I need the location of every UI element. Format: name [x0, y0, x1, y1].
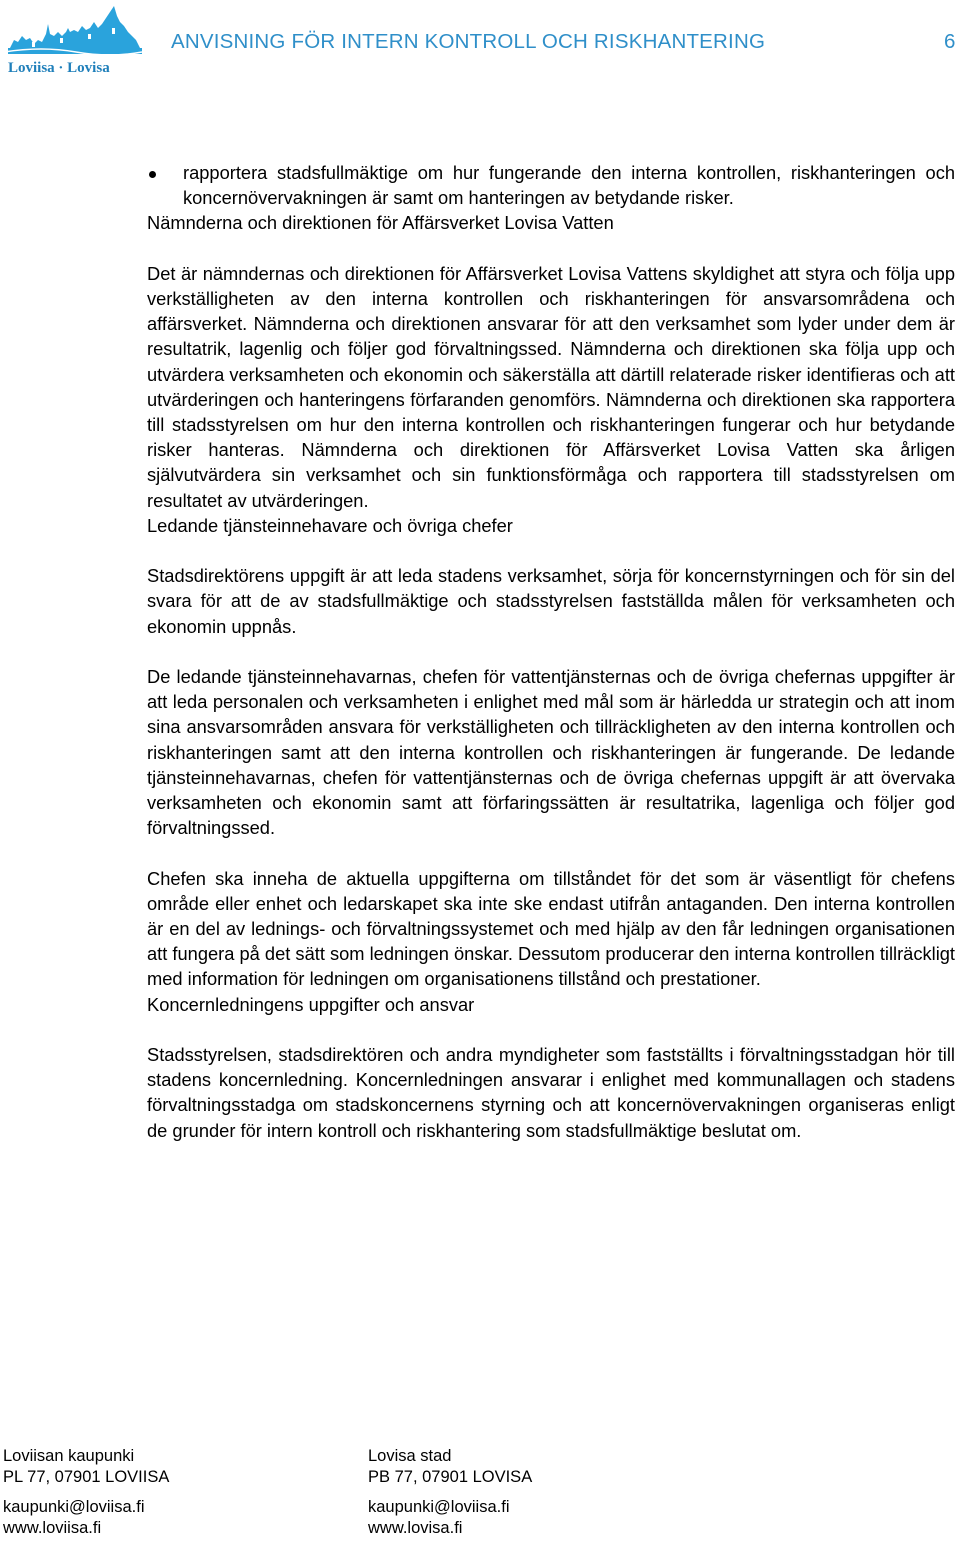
document-title: ANVISNING FÖR INTERN KONTROLL OCH RISKHANTERING	[171, 30, 766, 53]
paragraph: Chefen ska inneha de aktuella uppgifterna om tillståndet för det som är väsentligt för chefens område eller enhet och ledarskapet ska inte ske endast utifrån antaganden. Den interna kontrollen är en del av lednings- och förvaltningssystemet och med hjälp av den får ledningen organisationen att fungera på det sätt som ledningen önskar. Dessutom producerar den interna kontrollen tillräckligt med information för ledningen om organisationens tillstånd och prestationer.	[147, 867, 955, 990]
bullet-item	[149, 160, 955, 210]
paragraph: Stadsstyrelsen, stadsdirektören och andra myndigheter som fastställts i förvaltningsstadgan hör till stadens koncernledning. Koncernledningen ansvarar i enlighet med kommunallagen och stadens förvaltningsstadga om stadskoncernens styrning och att koncernövervakningen organiseras enligt de grunder för intern kontroll och riskhantering som stadsfullmäktige beslutat om.	[147, 1044, 955, 1141]
footer-email-link[interactable]: kaupunki@loviisa.fi	[368, 1498, 510, 1516]
footer-name: Loviisan kaupunki	[3, 1447, 135, 1465]
document-body	[147, 160, 955, 1143]
page-number: 6	[944, 30, 956, 53]
paragraph: Det är nämndernas och direktionen för Affärsverket Lovisa Vattens skyldighet att styra och följa upp verkställigheten av den interna kontrollen och riskhanteringen för ansvarsområdena och affärsverket. Nämnderna och direktionen ansvarar för att den verksamhet som lyder under dem är resultatrik, lagenlig och följer god förvaltningssed. Nämnderna och direktionen ska följa upp och utvärdera verksamheten och ekonomin och säkerställa att därtill relaterade risker identifieras och att utvärderingen och hanteringens förfaranden genomförs. Nämnderna och direktionen ska rapportera till stadsstyrelsen om hur den interna kontrollen och riskhanteringen fungerar och hur betydande risker hanteras. Nämnderna och direktionen för Affärsverket Lovisa Vatten ska årligen självutvärdera sin verksamhet och sin funktionsförmåga och rapportera till stadsstyrelsen om resultatet av utvärderingen.	[147, 262, 955, 511]
bullet-text: rapportera stadsfullmäktige om hur fungerande den interna kontrollen, riskhanteringen och koncernövervakningen är samt om hanteringen av betydande risker.	[183, 162, 955, 209]
section-heading: Ledande tjänsteinnehavare och övriga chefer	[147, 514, 513, 536]
footer-name: Lovisa stad	[368, 1447, 452, 1465]
paragraph: De ledande tjänsteinnehavarnas, chefen för vattentjänsternas och de övriga chefernas uppgifter är att leda personalen och verksamheten i enlighet med mål som är härledda ur strategin och att inom sina ansvarsområden ansvara för verkställigheten och tillräckligheten av den interna kontrollen och riskhanteringen samt att den interna kontrollen och riskhanteringen är fungerande. De ledande tjänsteinnehavarnas, chefen för vattentjänsternas och de övriga chefernas uppgift är att övervaka verksamheten och ekonomin samt att förfaringssätten är resultatrika, lagenliga och följer god förvaltningssed.	[147, 666, 955, 839]
footer-finnish	[3, 1446, 169, 1538]
footer-address: PL 77, 07901 LOVIISA	[3, 1467, 170, 1486]
footer-swedish	[368, 1446, 532, 1538]
loviisa-logo	[2, 2, 144, 76]
bullet-icon	[149, 171, 156, 178]
footer-web-link[interactable]: www.loviisa.fi	[3, 1518, 102, 1537]
footer-web-link[interactable]: www.lovisa.fi	[368, 1518, 463, 1537]
town-skyline-icon	[2, 2, 144, 76]
footer-email-link[interactable]: kaupunki@loviisa.fi	[3, 1498, 145, 1516]
section-heading: Nämnderna och direktionen för Affärsverket Lovisa Vatten	[147, 212, 614, 234]
footer-address: PB 77, 07901 LOVISA	[368, 1467, 533, 1486]
section-heading: Koncernledningens uppgifter och ansvar	[147, 993, 475, 1015]
logo-text: Loviisa · Lovisa	[8, 60, 110, 76]
paragraph: Stadsdirektörens uppgift är att leda stadens verksamhet, sörja för koncernstyrningen och för sin del svara för att de av stadsfullmäktige och stadsstyrelsen fastställda målen för verksamheten och ekonomin uppnås.	[147, 565, 955, 637]
